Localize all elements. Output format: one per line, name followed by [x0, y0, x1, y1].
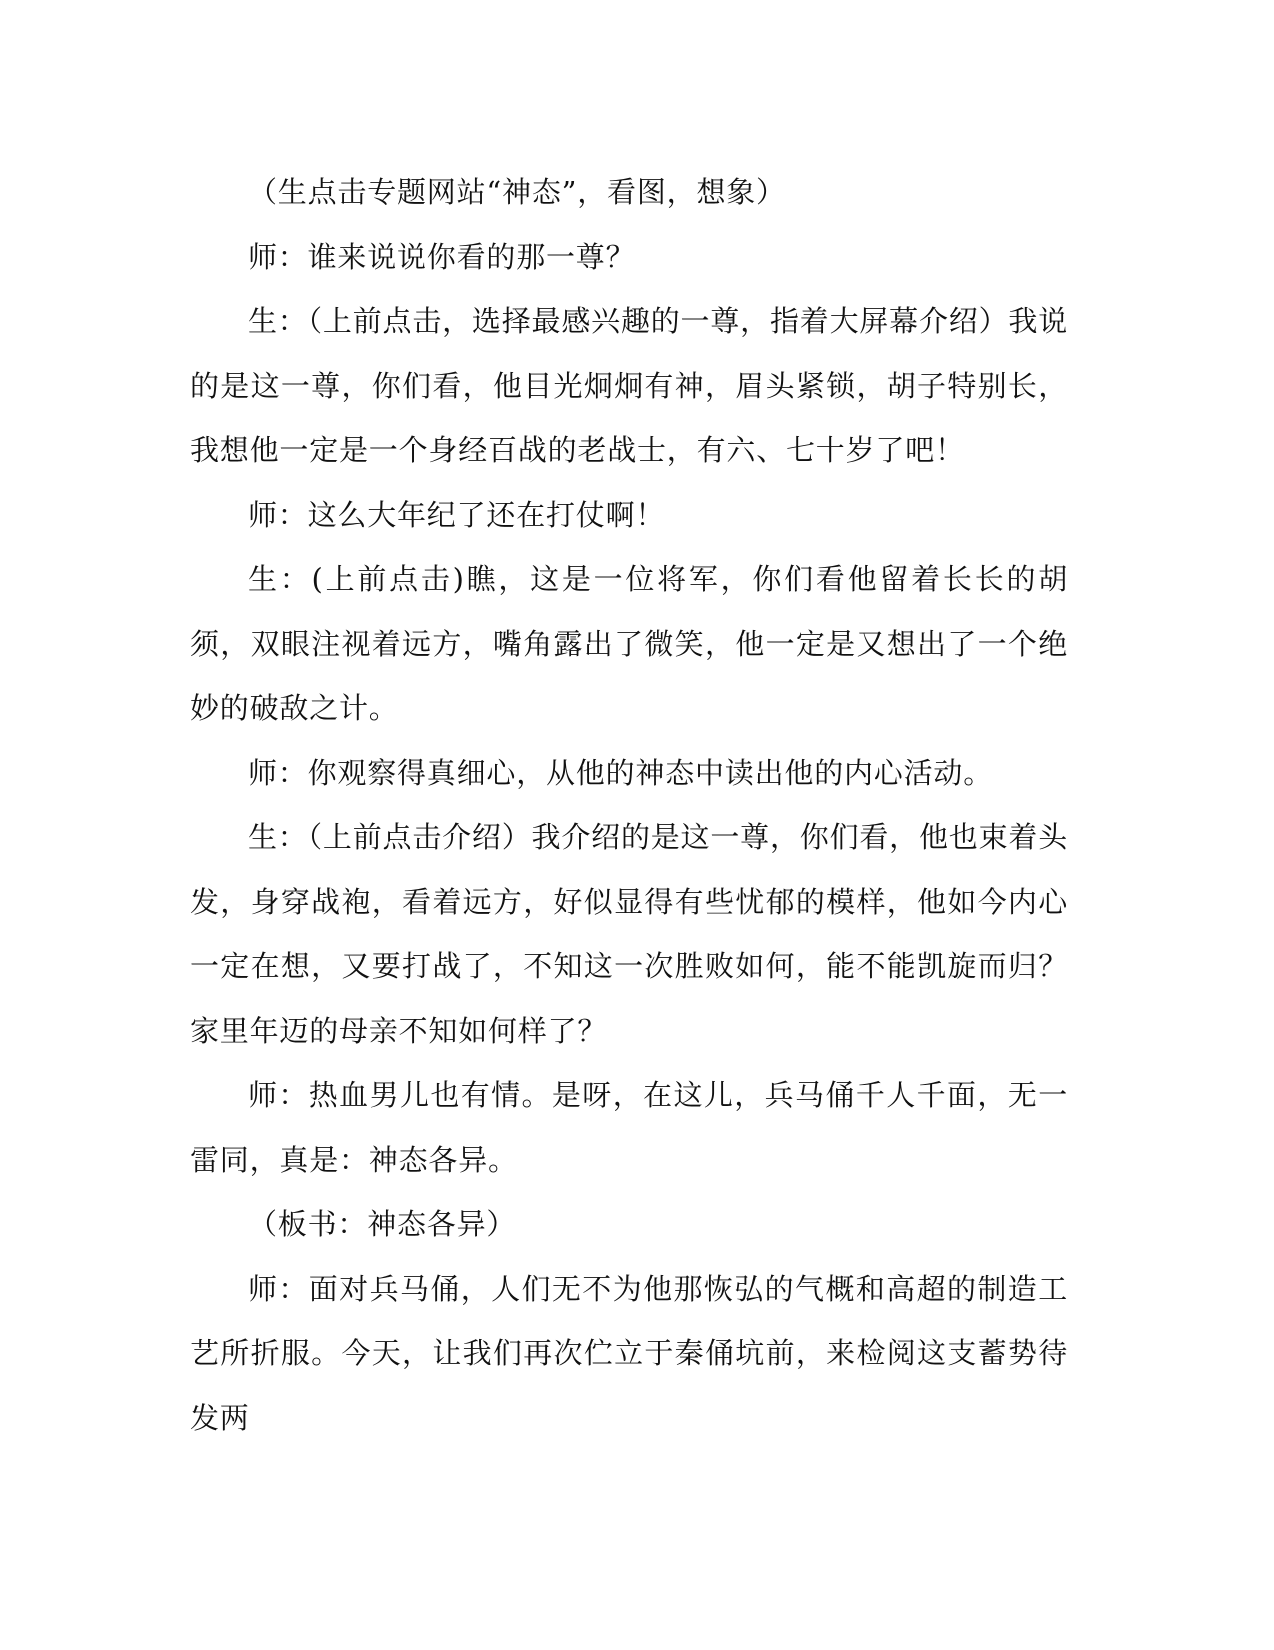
paragraph-student-answer-1: 生：（上前点击，选择最感兴趣的一尊，指着大屏幕介绍）我说的是这一尊，你们看，他目光炯炯有神，眉头紧锁，胡子特别长，我想他一定是一个身经百战的老战士，有六、七十岁了吧！	[190, 304, 1068, 467]
paragraph-scene-direction: （生点击专题网站“神态”，看图，想象）	[248, 175, 786, 209]
paragraph-teacher-remark-2: 师：你观察得真细心，从他的神态中读出他的内心活动。	[248, 755, 994, 790]
paragraph-teacher-closing: 师：面对兵马俑，人们无不为他那恢弘的气概和高超的制造工艺所折服。今天，让我们再次伫立于秦俑坑前，来检阅这支蓄势待发两	[190, 1271, 1068, 1435]
paragraph-teacher-remark-1: 师：这么大年纪了还在打仗啊！	[248, 497, 666, 532]
paragraph-teacher-question: 师：谁来说说你看的那一尊？	[248, 239, 636, 274]
paragraph-student-answer-3: 生：（上前点击介绍）我介绍的是这一尊，你们看，他也束着头发，身穿战袍，看着远方，好似显得有些忧郁的模样，他如今内心一定在想，又要打战了，不知这一次胜败如何，能不能凯旋而归？家里年迈的母亲不知如何样了？	[190, 820, 1068, 1048]
paragraph-teacher-summary: 师：热血男儿也有情。是呀，在这儿，兵马俑千人千面，无一雷同，真是：神态各异。	[190, 1078, 1068, 1177]
paragraph-blackboard-note: （板书：神态各异）	[248, 1207, 517, 1241]
paragraph-student-answer-2: 生：(上前点击)瞧，这是一位将军，你们看他留着长长的胡须，双眼注视着远方，嘴角露出了微笑，他一定是又想出了一个绝妙的破敌之计。	[190, 562, 1068, 725]
document-page	[190, 160, 1068, 1450]
